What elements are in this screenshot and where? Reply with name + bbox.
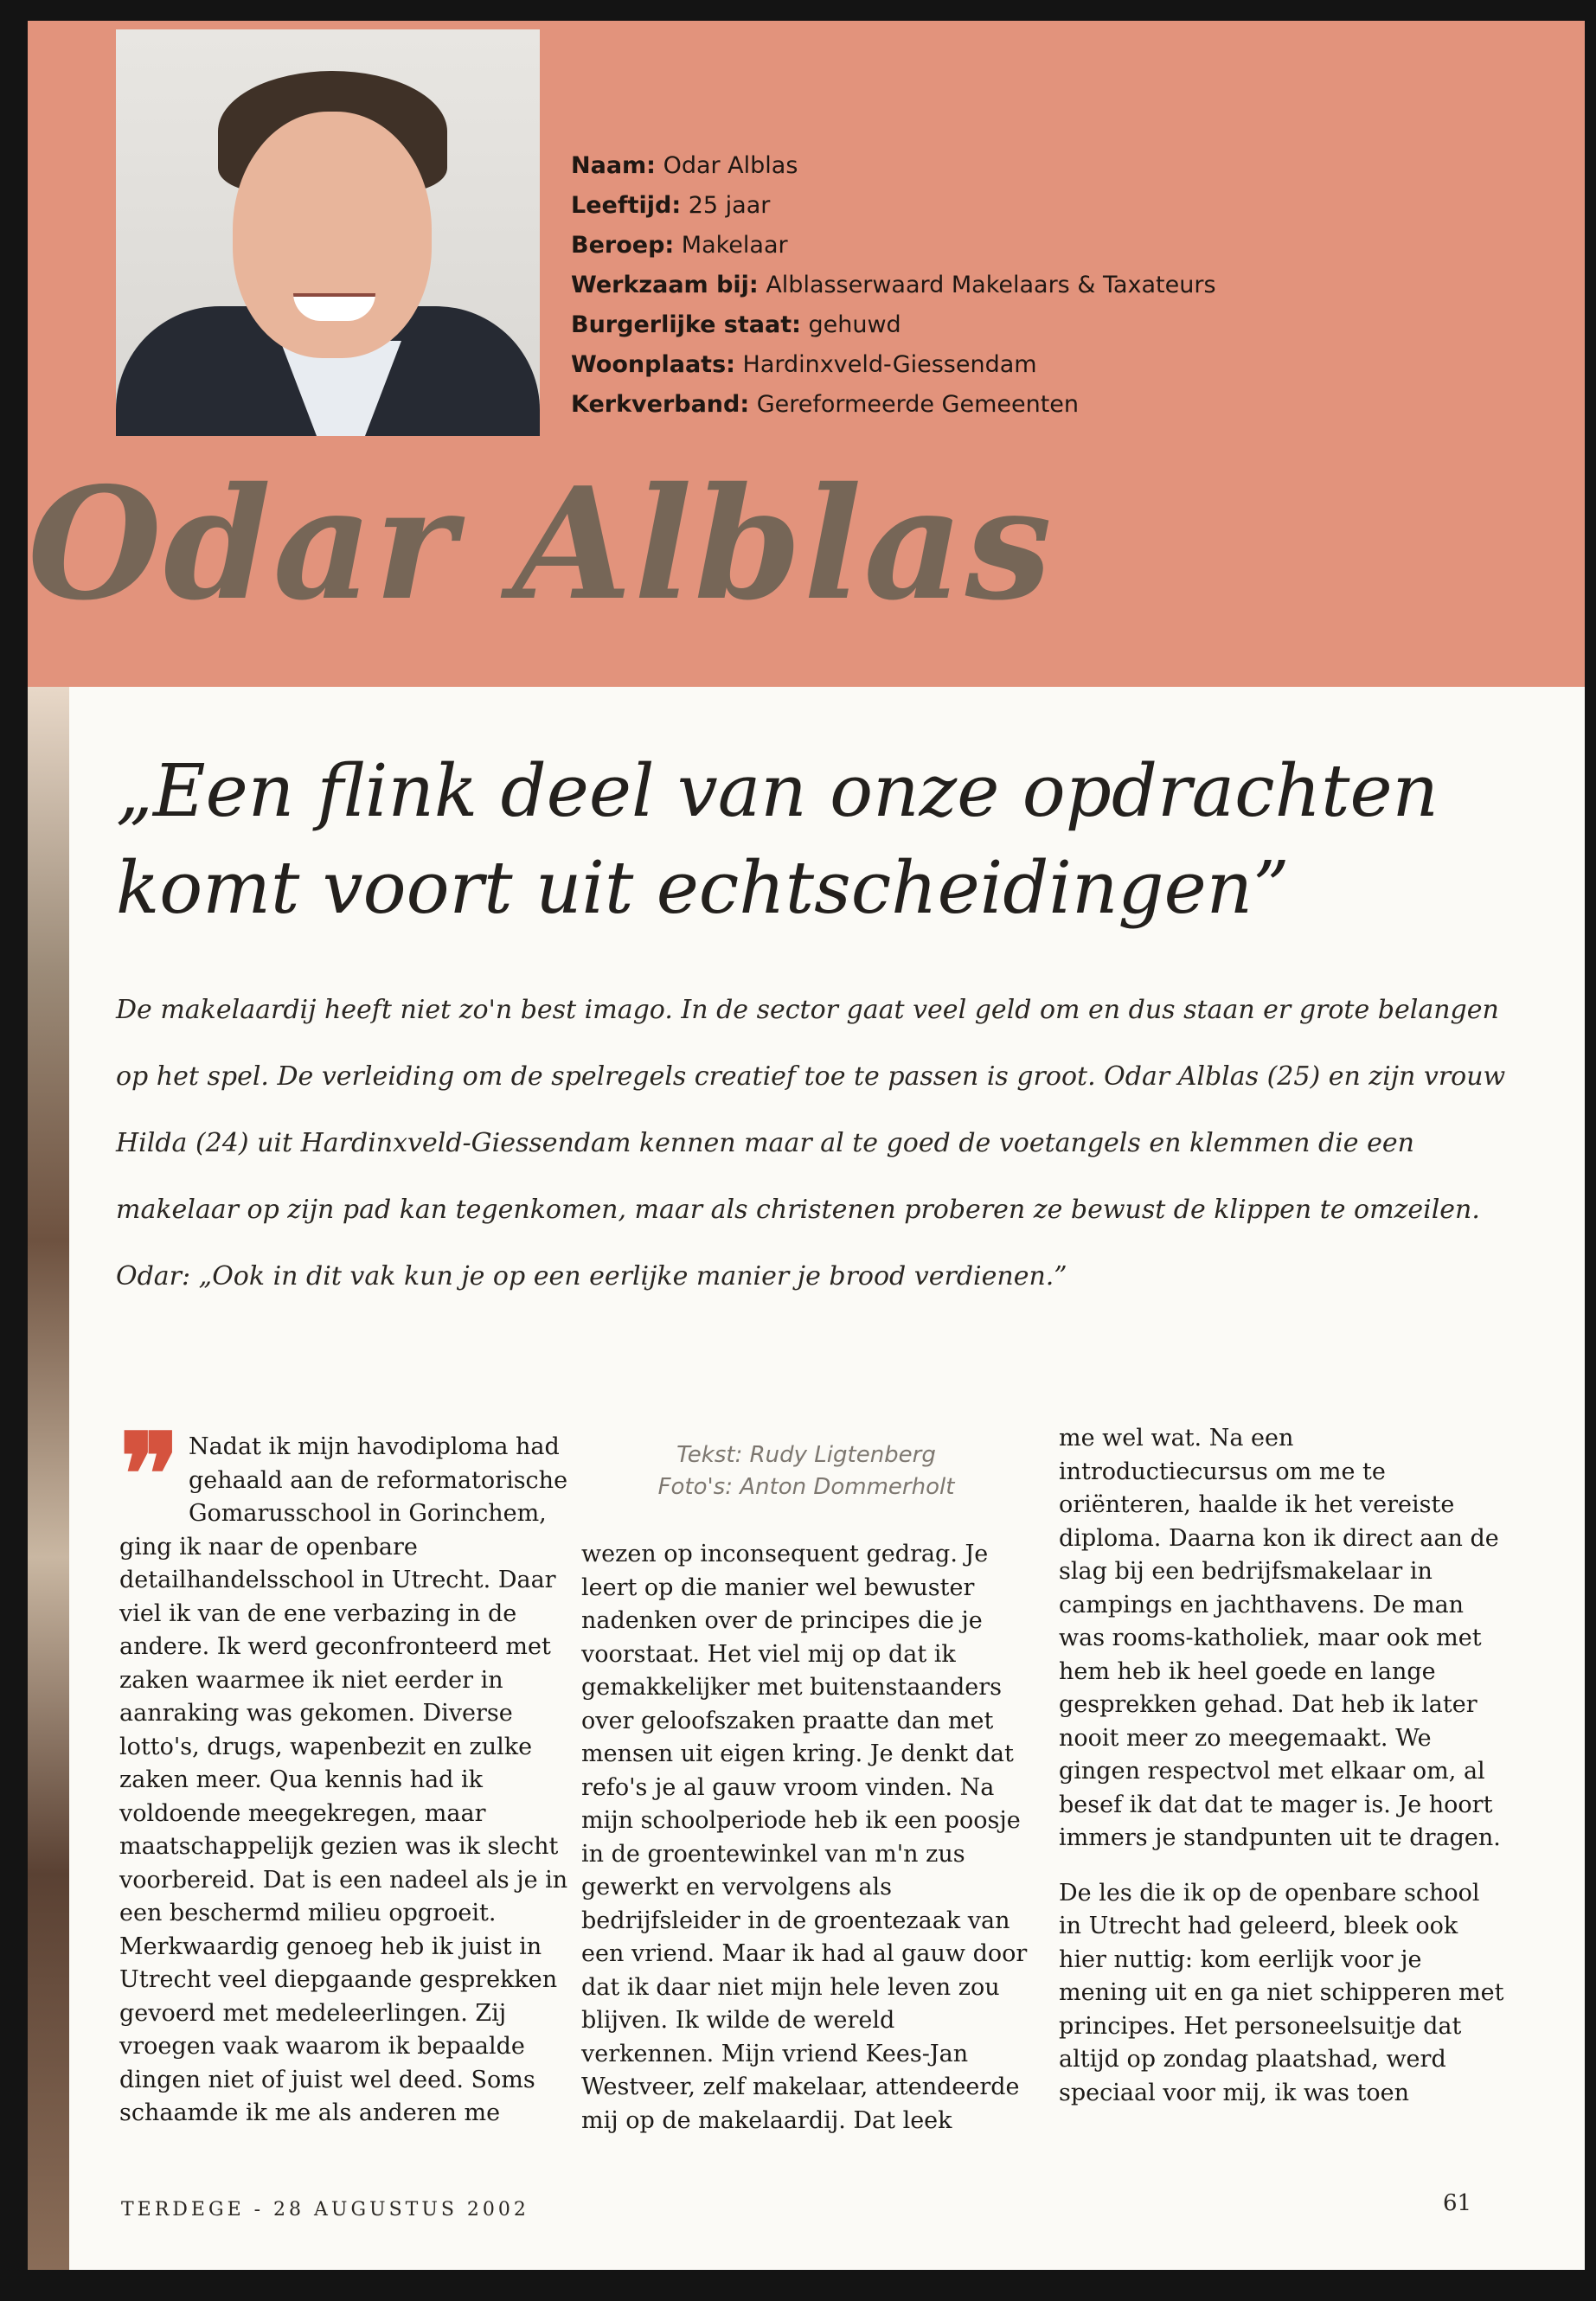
profile-row-church: Kerkverband: Gereformeerde Gemeenten xyxy=(571,391,1080,418)
article-lead: De makelaardij heeft niet zo'n best imago. In de sector gaat veel geld om en dus staan er grote belangen op het spel. De verleiding om de spelregels creatief toe te passen is groot. Odar Alblas (25) en zijn vrouw Hilda (24) uit Hardinxveld-Giessendam kennen maar al te goed de voetangels en klemmen die een makelaar op zijn pad kan tegenkomen, maar als christenen proberen ze bewust de klippen te omzeilen. Odar: „Ook in dit vak kun je op een eerlijke manier je brood verdienen.” xyxy=(116,995,1506,1292)
header-band xyxy=(28,21,1585,687)
body-column-3 xyxy=(1059,1422,1509,2110)
credit-photo: Foto's: Anton Dommerholt xyxy=(657,1474,955,1500)
article-credits xyxy=(581,1439,1031,1503)
quote-mark-icon: ❞ xyxy=(119,1408,180,1541)
body-column-1 xyxy=(119,1408,569,2131)
body-column-2 xyxy=(581,1439,1031,2138)
profile-row-profession: Beroep: Makelaar xyxy=(571,232,788,259)
headline-line-2: komt voort uit echtscheidingen” xyxy=(116,846,1290,930)
article-headline xyxy=(116,743,1500,937)
profile-row-employer: Werkzaam bij: Alblasserwaard Makelaars & Taxateurs xyxy=(571,272,1216,298)
name-title: Odar Alblas xyxy=(28,453,1054,634)
profile-row-residence: Woonplaats: Hardinxveld-Giessendam xyxy=(571,351,1037,378)
headline-line-1: „Een flink deel van onze opdrachten xyxy=(116,749,1439,833)
profile-row-marital-status: Burgerlijke staat: gehuwd xyxy=(571,311,901,338)
magazine-page xyxy=(28,21,1585,2270)
footer-page-number: 61 xyxy=(1443,2190,1472,2216)
profile-info xyxy=(571,146,1522,425)
body-column-1-text: Nadat ik mijn havodiploma had gehaald aan de reformatorische Gomarusschool in Gorinchem, ging ik naar de openbare detailhandelsschool in Utrecht. Daar viel ik van de ene verbazing in de andere. Ik werd geconfronteerd met zaken waarmee ik niet eerder in aanraking was gekomen. Diverse lotto's, drugs, wapenbezit en zulke zaken meer. Qua kennis had ik voldoende meegekregen, maar maatschappelijk gezien was ik slecht voorbereid. Dat is een nadeel als je in een beschermd milieu opgroeit. Merkwaardig genoeg heb ik juist in Utrecht veel diepgaande gesprekken gevoerd met medeleerlingen. Zij vroegen vaak waarom ik bepaalde dingen niet of juist wel deed. Soms schaamde ik me als anderen me xyxy=(119,1433,568,2126)
body-column-2-text: wezen op inconsequent gedrag. Je leert op die manier wel bewuster nadenken over de principes die je voorstaat. Het viel mij op dat ik gemakkelijker met buitenstaanders over geloofszaken praatte dan met mensen uit eigen kring. Je denkt dat refo's je al gauw vroom vinden. Na mijn schoolperiode heb ik een poosje in de groentewinkel van m'n zus gewerkt en vervolgens als bedrijfsleider in de groentezaak van een vriend. Maar ik had al gauw door dat ik daar niet mijn hele leven zou blijven. Ik wilde de wereld verkennen. Mijn vriend Kees-Jan Westveer, zelf makelaar, attendeerde mij op de makelaardij. Dat leek xyxy=(581,1541,1028,2134)
body-column-3-paragraph-2: De les die ik op de openbare school in Utrecht had geleerd, bleek ook hier nuttig: kom eerlijk voor je mening uit en ga niet schipperen met principes. Het personeelsuitje dat altijd op zondag plaatshad, werd speciaal voor mij, ik was toen xyxy=(1059,1879,1504,2106)
portrait-photo xyxy=(116,29,540,436)
profile-row-name: Naam: Odar Alblas xyxy=(571,152,798,179)
body-column-3-paragraph-1: me wel wat. Na een introductiecursus om me te oriënteren, haalde ik het vereiste diploma. Daarna kon ik direct aan de slag bij een bedrijfsmakelaar in campings en jachthavens. De man was rooms-katholiek, maar ook met hem heb ik heel goede en lange gesprekken gehad. Dat heb ik later nooit meer zo meegemaakt. We gingen respectvol met elkaar om, al besef ik dat dat te mager is. Je hoort immers je standpunten uit te dragen. xyxy=(1059,1425,1501,1851)
side-photo-strip xyxy=(28,687,69,2270)
portrait-face xyxy=(233,112,432,358)
credit-text: Tekst: Rudy Ligtenberg xyxy=(676,1442,936,1468)
profile-row-age: Leeftijd: 25 jaar xyxy=(571,192,771,219)
footer-publication: TERDEGE - 28 AUGUSTUS 2002 xyxy=(121,2199,529,2221)
